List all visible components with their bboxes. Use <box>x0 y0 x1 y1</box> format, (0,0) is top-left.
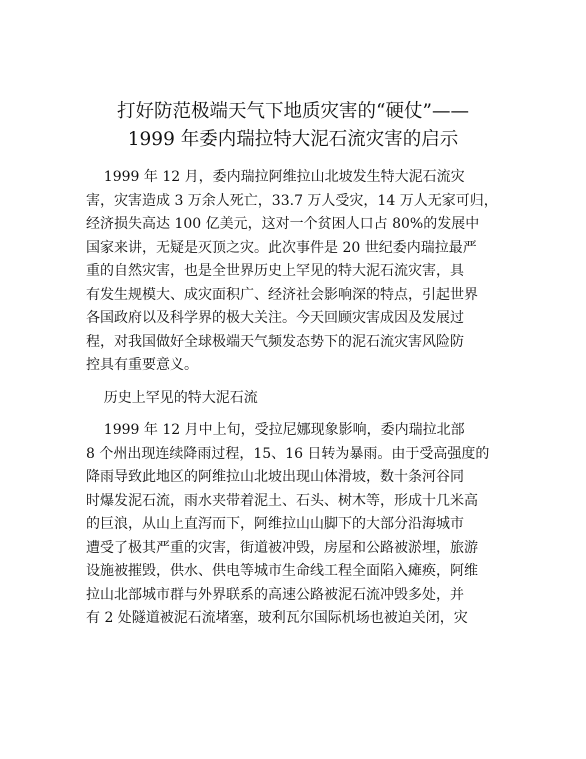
text-line: 降雨导致此地区的阿维拉山北坡出现山体滑坡，数十条河谷同 <box>86 469 464 485</box>
text-line: 重的自然灾害，也是全世界历史上罕见的特大泥石流灾害，具 <box>86 263 464 279</box>
document-page <box>86 98 500 631</box>
text-line: 国家来讲，无疑是灭顶之灾。此次事件是 20 世纪委内瑞拉最严 <box>86 239 477 256</box>
text-line: 8 个州出现连续降雨过程，15、16 日转为暴雨。由于受高强度的 <box>86 445 490 462</box>
text-line: 1999 年 12 月中上旬，受拉尼娜现象影响，委内瑞拉北部 <box>86 422 465 438</box>
text-line: 程，对我国做好全球极端天气频发态势下的泥石流灾害风险防 <box>86 333 464 350</box>
text-line: 时爆发泥石流，雨水夹带着泥土、石头、树木等，形成十几米高 <box>86 492 478 509</box>
text-line: 有 2 处隧道被泥石流堵塞，玻利瓦尔国际机场也被迫关闭，灾 <box>86 610 468 626</box>
document-title <box>86 98 500 154</box>
text-line: 经济损失高达 100 亿美元，这对一个贫困人口占 80%的发展中 <box>86 216 480 232</box>
section-heading: 历史上罕见的特大泥石流 <box>86 389 258 406</box>
text-line: 各国政府以及科学界的极大关注。今天回顾灾害成因及发展过 <box>86 310 464 326</box>
body-paragraph <box>86 419 500 631</box>
title-line-1: 打好防范极端天气下地质灾害的“硬仗”—— <box>117 101 469 122</box>
text-line: 控具有重要意义。 <box>86 357 198 373</box>
text-line: 遭受了极其严重的灾害，街道被冲毁，房屋和公路被淤埋，旅游 <box>86 539 478 556</box>
intro-paragraph <box>86 166 500 378</box>
text-line: 拉山北部城市群与外界联系的高速公路被泥石流冲毁多处，并 <box>86 586 464 603</box>
text-line: 1999 年 12 月，委内瑞拉阿维拉山北坡发生特大泥石流灾 <box>86 169 465 185</box>
text-line: 有发生规模大、成灾面积广、经济社会影响深的特点，引起世界 <box>86 286 478 303</box>
text-line: 的巨浪，从山上直泻而下，阿维拉山山脚下的大部分沿海城市 <box>86 516 464 532</box>
title-line-2: 1999 年委内瑞拉特大泥石流灾害的启示 <box>127 129 459 150</box>
text-line: 害，灾害造成 3 万余人死亡，33.7 万人受灾，14 万人无家可归， <box>86 192 498 209</box>
text-line: 设施被摧毁，供水、供电等城市生命线工程全面陷入瘫痪，阿维 <box>86 563 478 579</box>
